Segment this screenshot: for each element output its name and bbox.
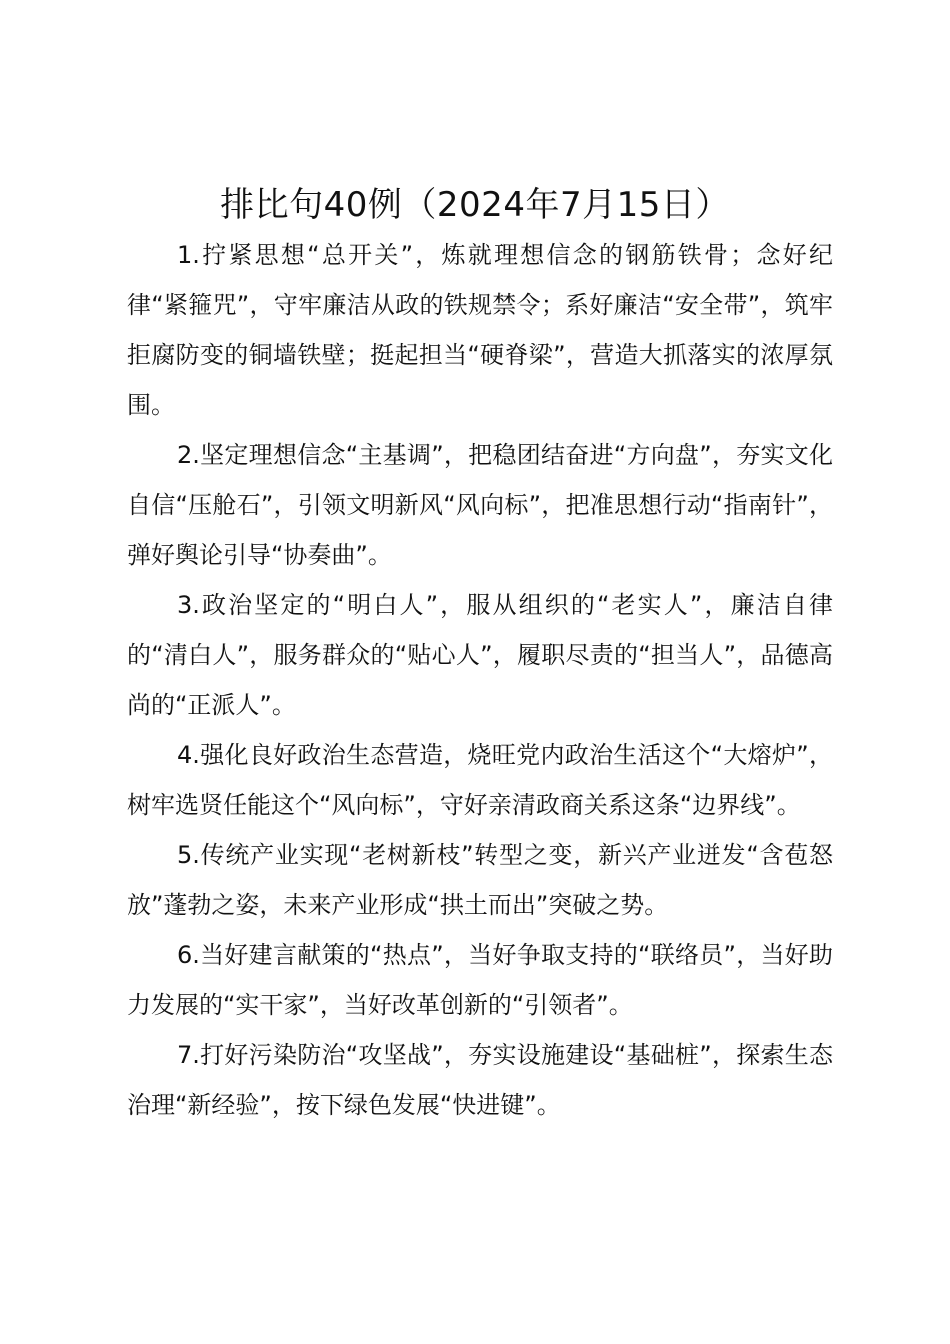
paragraph-7: 7.打好污染防治“攻坚战”，夯实设施建设“基础桩”，探索生态治理“新经验”，按下绿色发展“快进键”。 xyxy=(127,1041,833,1119)
paragraph-4: 4.强化良好政治生态营造，烧旺党内政治生活这个“大熔炉”，树牢选贤任能这个“风向标”，守好亲清政商关系这条“边界线”。 xyxy=(127,741,833,819)
paragraph-2: 2.坚定理想信念“主基调”，把稳团结奋进“方向盘”，夯实文化自信“压舱石”，引领文明新风“风向标”，把准思想行动“指南针”，弹好舆论引导“协奏曲”。 xyxy=(127,441,833,569)
paragraph-1: 1.拧紧思想“总开关”，炼就理想信念的钢筋铁骨；念好纪律“紧箍咒”，守牢廉洁从政的铁规禁令；系好廉洁“安全带”，筑牢拒腐防变的铜墙铁壁；挺起担当“硬脊梁”，营造大抓落实的浓厚氛围。 xyxy=(127,241,833,419)
document-title: 排比句40例（2024年7月15日） xyxy=(220,185,730,225)
paragraph-3: 3.政治坚定的“明白人”，服从组织的“老实人”，廉洁自律的“清白人”，服务群众的“贴心人”，履职尽责的“担当人”，品德高尚的“正派人”。 xyxy=(127,591,833,719)
paragraph-5: 5.传统产业实现“老树新枝”转型之变，新兴产业迸发“含苞怒放”蓬勃之姿，未来产业形成“拱土而出”突破之势。 xyxy=(127,841,833,919)
paragraph-6: 6.当好建言献策的“热点”，当好争取支持的“联络员”，当好助力发展的“实干家”，当好改革创新的“引领者”。 xyxy=(127,941,833,1019)
document-body xyxy=(127,230,833,1130)
